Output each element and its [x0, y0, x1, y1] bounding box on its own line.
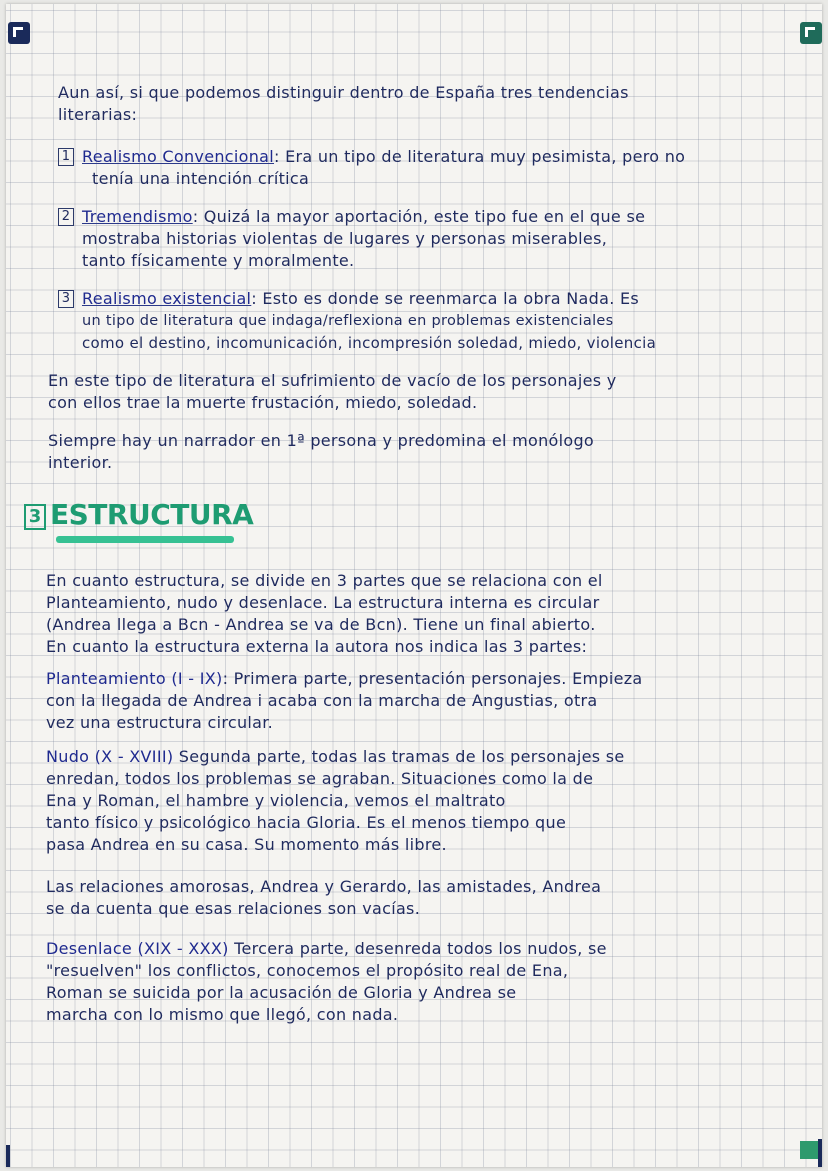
text-line: Tercera parte, desenreda todos los nudos, se	[228, 939, 607, 958]
text-line: interior.	[48, 453, 113, 472]
list-item-tremendismo	[58, 206, 645, 272]
text-line: : Era un tipo de literatura muy pesimista, pero no	[274, 147, 686, 166]
text-line: mostraba historias violentas de lugares y personas miserables,	[82, 229, 608, 248]
text-line: un tipo de literatura que indaga/reflexiona en problemas existenciales	[82, 313, 614, 329]
text-line: Aun así, si que podemos distinguir dentro de España tres tendencias	[58, 83, 629, 102]
paragraph-sufrimiento	[48, 370, 617, 414]
item-title: Tremendismo	[82, 207, 193, 226]
list-item-realismo-existencial	[58, 288, 656, 354]
text-line: marcha con lo mismo que llegó, con nada.	[46, 1005, 399, 1024]
item-title: Realismo Convencional	[82, 147, 275, 166]
text-line: : Quizá la mayor aportación, este tipo fue en el que se	[192, 207, 646, 226]
text-line: : Esto es donde se reenmarca la obra Nada. Es	[251, 289, 640, 308]
corner-marker-icon	[6, 1145, 10, 1167]
text-line: pasa Andrea en su casa. Su momento más libre.	[46, 835, 447, 854]
text-line: Las relaciones amorosas, Andrea y Gerardo, las amistades, Andrea	[46, 877, 602, 896]
part-label: Desenlace (XIX - XXX)	[46, 939, 229, 958]
section-number: 3	[24, 504, 46, 530]
text-line: (Andrea llega a Bcn - Andrea se va de Bcn). Tiene un final abierto.	[46, 615, 596, 634]
text-line: vez una estructura circular.	[46, 713, 274, 732]
text-line: tanto físicamente y moralmente.	[82, 251, 355, 270]
section-title: ESTRUCTURA	[50, 498, 254, 531]
text-line: En cuanto estructura, se divide en 3 partes que se relaciona con el	[46, 571, 603, 590]
paragraph-planteamiento	[46, 668, 643, 734]
item-number: 1	[58, 148, 74, 166]
paragraph-relaciones	[46, 876, 601, 920]
item-title: Realismo existencial	[82, 289, 252, 308]
text-line: se da cuenta que esas relaciones son vacías.	[46, 899, 421, 918]
corner-marker-icon	[800, 1141, 818, 1159]
text-line: como el destino, incomunicación, incompresión soledad, miedo, violencia	[82, 334, 657, 352]
part-label: Nudo (X - XVIII)	[46, 747, 174, 766]
text-line: con la llegada de Andrea i acaba con la marcha de Angustias, otra	[46, 691, 598, 710]
part-label: Planteamiento (I - IX)	[46, 669, 223, 688]
section-heading	[24, 498, 253, 531]
text-line: En este tipo de literatura el sufrimiento de vacío de los personajes y	[48, 371, 617, 390]
item-number: 2	[58, 208, 74, 226]
text-line: Planteamiento, nudo y desenlace. La estructura interna es circular	[46, 593, 600, 612]
text-line: "resuelven" los conflictos, conocemos el propósito real de Ena,	[46, 961, 569, 980]
notebook-page	[6, 4, 822, 1167]
paragraph-narrador	[48, 430, 594, 474]
corner-marker-icon	[818, 1139, 822, 1167]
corner-marker-icon	[800, 22, 822, 44]
paragraph-desenlace	[46, 938, 607, 1026]
section-underline	[56, 536, 234, 543]
corner-marker-icon	[8, 22, 30, 44]
intro-paragraph	[58, 82, 629, 126]
text-line: Ena y Roman, el hambre y violencia, vemos el maltrato	[46, 791, 506, 810]
text-line: tanto físico y psicológico hacia Gloria. Es el menos tiempo que	[46, 813, 567, 832]
item-number: 3	[58, 290, 74, 308]
text-line: Siempre hay un narrador en 1ª persona y predomina el monólogo	[48, 431, 595, 450]
text-line: En cuanto la estructura externa la autora nos indica las 3 partes:	[46, 637, 588, 656]
text-line: con ellos trae la muerte frustación, miedo, soledad.	[48, 393, 478, 412]
paragraph-estructura	[46, 570, 603, 658]
paragraph-nudo	[46, 746, 625, 856]
text-line: tenía una intención crítica	[92, 169, 310, 188]
list-item-realismo-convencional	[58, 146, 685, 190]
text-line: Roman se suicida por la acusación de Gloria y Andrea se	[46, 983, 517, 1002]
text-line: literarias:	[58, 105, 138, 124]
text-line: enredan, todos los problemas se agraban. Situaciones como la de	[46, 769, 594, 788]
text-line: : Primera parte, presentación personajes. Empieza	[222, 669, 643, 688]
text-line: Segunda parte, todas las tramas de los personajes se	[173, 747, 625, 766]
